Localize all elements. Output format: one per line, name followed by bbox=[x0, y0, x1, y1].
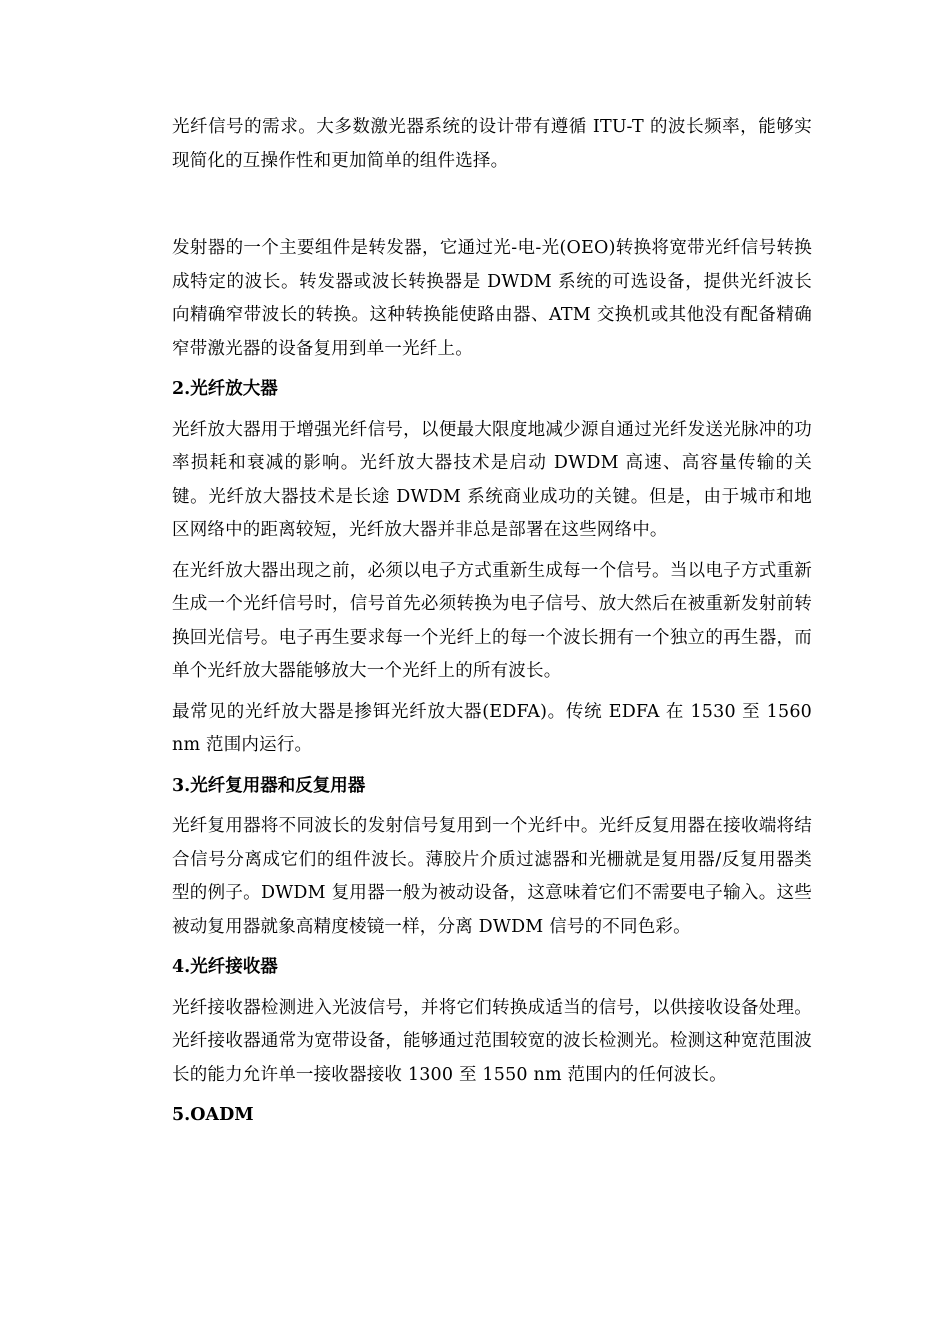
paragraph-laser-requirements: 光纤信号的需求。大多数激光器系统的设计带有遵循 ITU-T 的波长频率，能够实现简化的互操作性和更加简单的组件选择。 bbox=[172, 117, 812, 171]
section-heading-oadm: 5.OADM bbox=[172, 1105, 254, 1125]
paragraph-receiver: 光纤接收器检测进入光波信号，并将它们转换成适当的信号，以供接收设备处理。光纤接收器通常为宽带设备，能够通过范围较宽的波长检测光。检测这种宽范围波长的能力允许单一接收器接收 1300 至 1550 nm 范围内的任何波长。 bbox=[172, 997, 812, 1085]
section-heading-receiver: 4.光纤接收器 bbox=[172, 957, 278, 977]
paragraph-electronic-regeneration: 在光纤放大器出现之前，必须以电子方式重新生成每一个信号。当以电子方式重新生成一个光纤信号时，信号首先必须转换为电子信号、放大然后在被重新发射前转换回光信号。电子再生要求每一个光纤上的每一个波长拥有一个独立的再生器，而单个光纤放大器能够放大一个光纤上的所有波长。 bbox=[172, 560, 812, 681]
paragraph-edfa: 最常见的光纤放大器是掺铒光纤放大器(EDFA)。传统 EDFA 在 1530 至 1560 nm 范围内运行。 bbox=[172, 701, 812, 755]
document-page bbox=[172, 111, 812, 1133]
paragraph-multiplexer: 光纤复用器将不同波长的发射信号复用到一个光纤中。光纤反复用器在接收端将结合信号分离成它们的组件波长。薄胶片介质过滤器和光栅就是复用器/反复用器类型的例子。DWDM 复用器一般为被动设备，这意味着它们不需要电子输入。这些被动复用器就象高精度棱镜一样，分离 DWDM 信号的不同色彩。 bbox=[172, 816, 812, 937]
section-heading-multiplexer: 3.光纤复用器和反复用器 bbox=[172, 775, 366, 796]
paragraph-amplifier-purpose: 光纤放大器用于增强光纤信号，以便最大限度地减少源自通过光纤发送光脉冲的功率损耗和衰减的影响。光纤放大器技术是启动 DWDM 高速、高容量传输的关键。光纤放大器技术是长途 DWDM 系统商业成功的关键。但是，由于城市和地区网络中的距离较短，光纤放大器并非总是部署在这些网络中。 bbox=[172, 419, 812, 540]
paragraph-transponder: 发射器的一个主要组件是转发器，它通过光-电-光(OEO)转换将宽带光纤信号转换成特定的波长。转发器或波长转换器是 DWDM 系统的可选设备，提供光纤波长向精确窄带波长的转换。这种转换能使路由器、ATM 交换机或其他没有配备精确窄带激光器的设备复用到单一光纤上。 bbox=[172, 238, 812, 359]
section-heading-optical-amplifier: 2.光纤放大器 bbox=[172, 379, 278, 399]
